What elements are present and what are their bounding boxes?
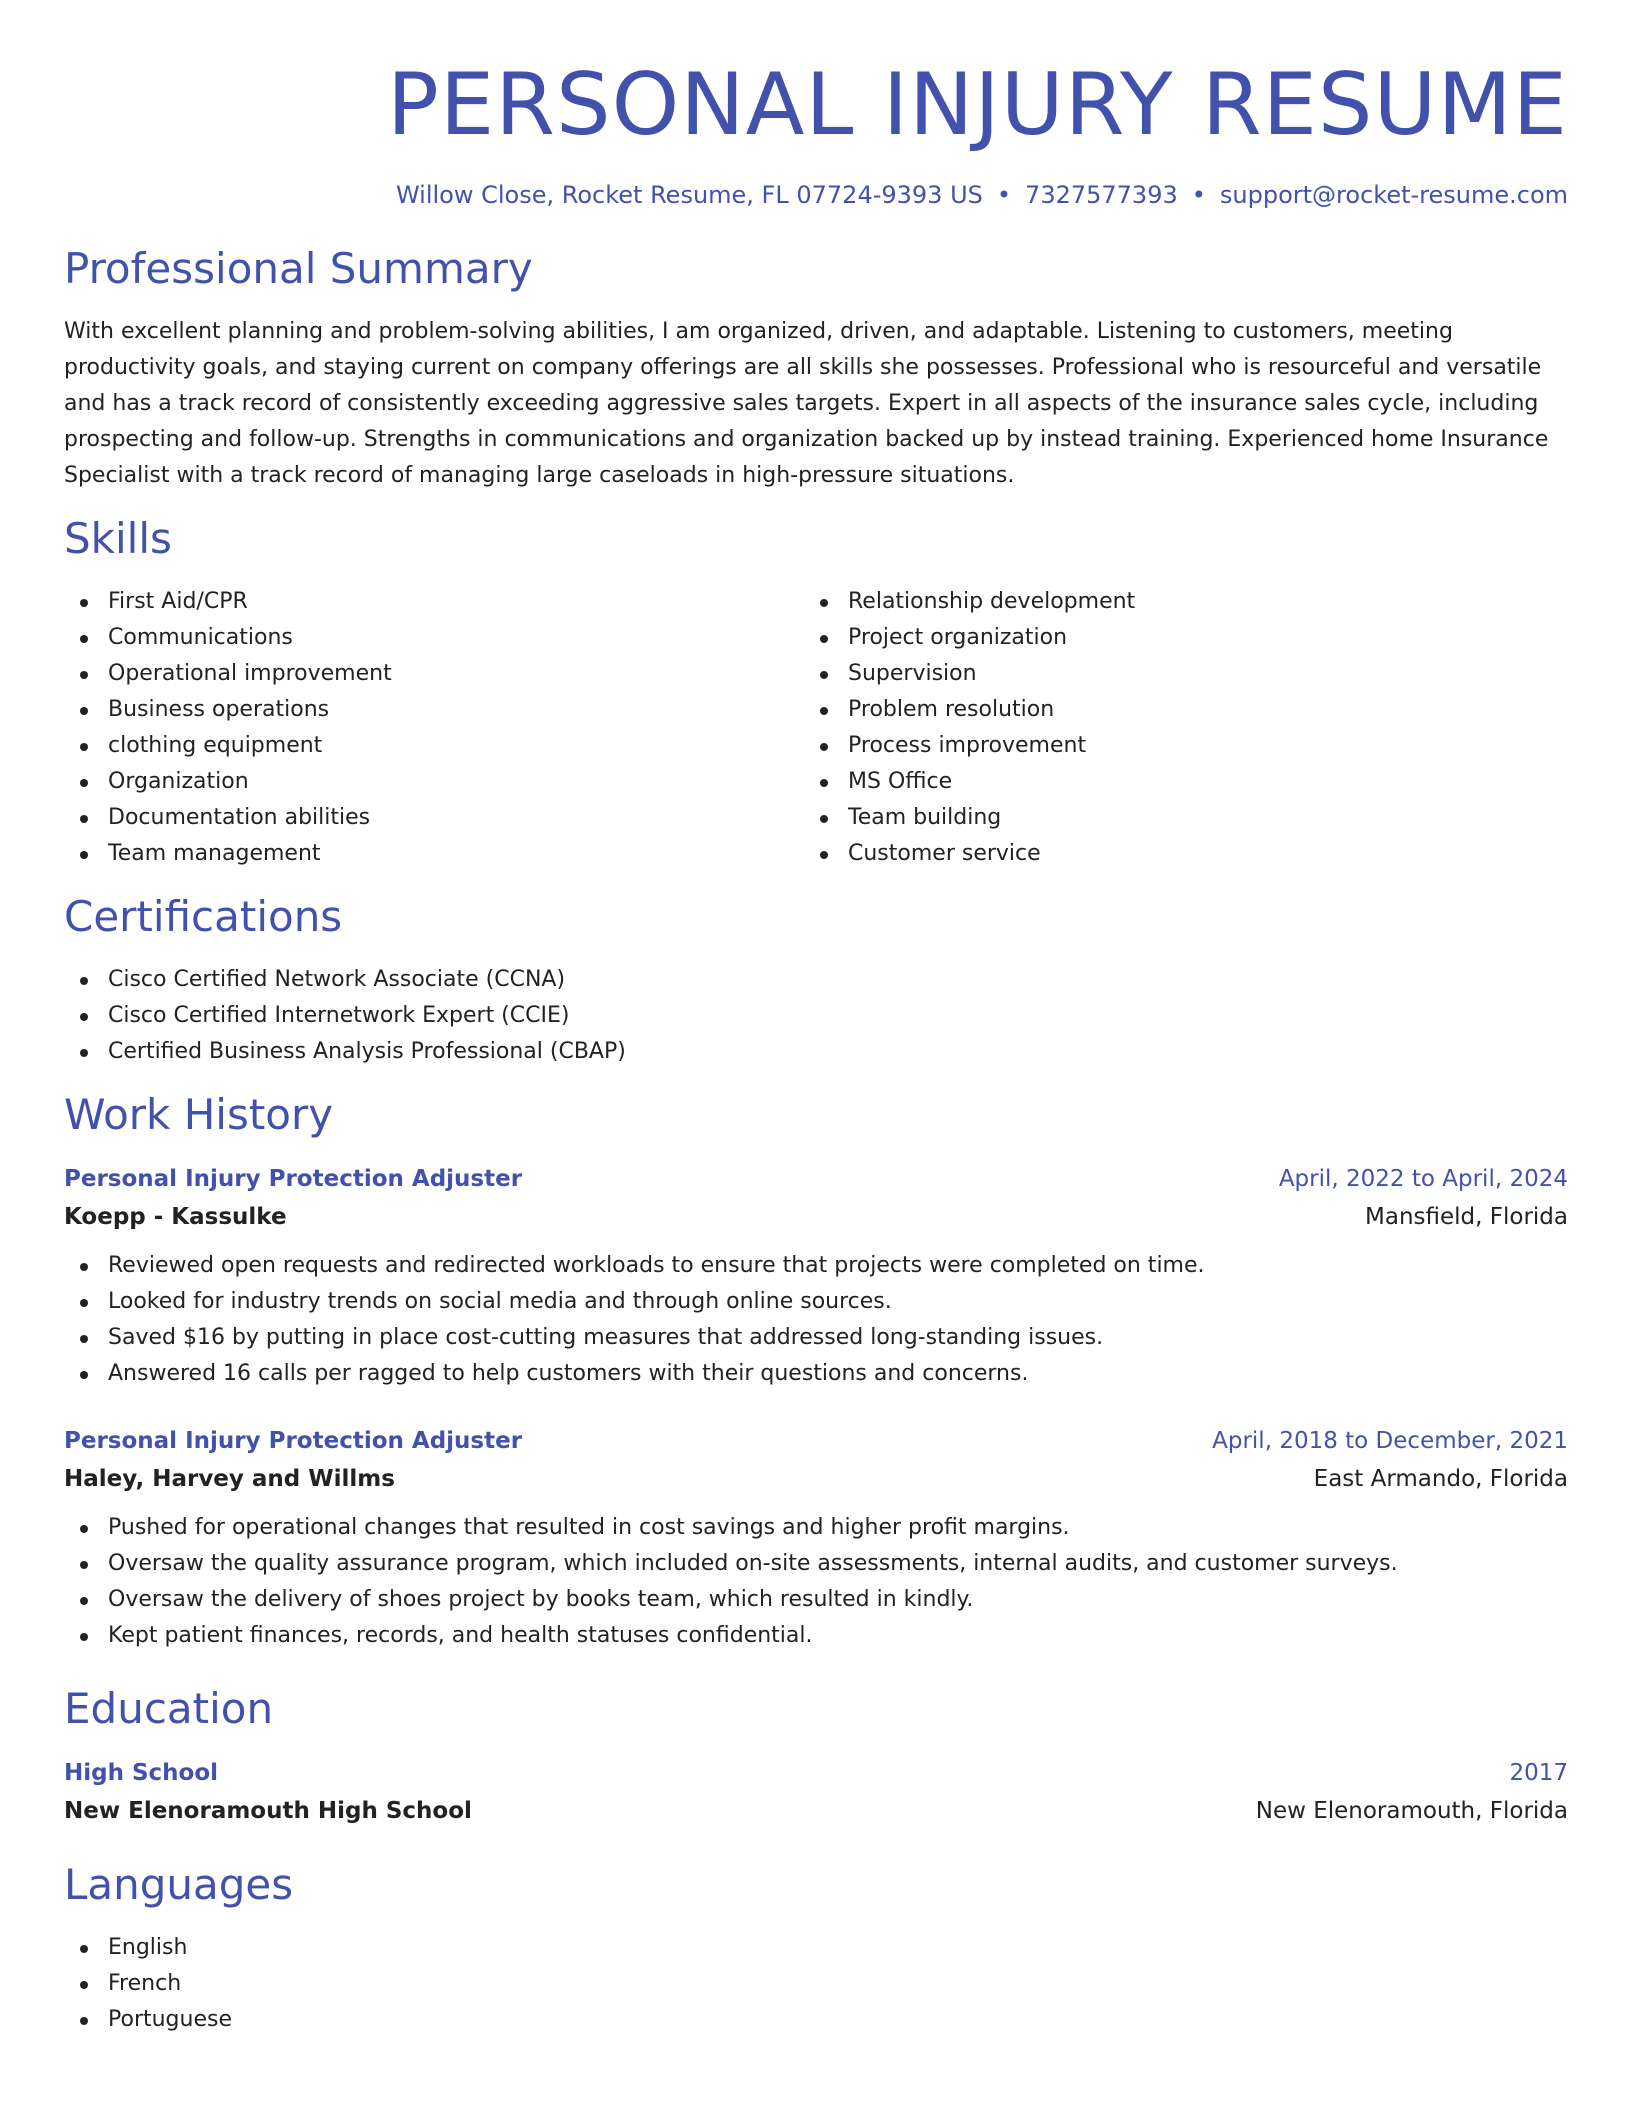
language-item: English [64,1930,1568,1966]
skills-grid [64,584,1568,872]
job-title: Personal Injury Protection Adjuster [64,1428,523,1454]
certifications-heading: Certifications [64,892,343,941]
certification-item: Certified Business Analysis Professional (CBAP) [64,1034,1568,1070]
skill-item: Process improvement [804,728,1544,764]
contact-separator: • [996,181,1012,209]
education-school-row [64,1792,1568,1830]
education-location: New Elenoramouth, Florida [1255,1798,1568,1824]
skills-heading: Skills [64,514,172,563]
job-bullet: Kept patient finances, records, and health statuses confidential. [64,1618,1568,1654]
job-bullet: Reviewed open requests and redirected workloads to ensure that projects were completed on time. [64,1248,1568,1284]
languages-section [64,1860,1568,2038]
skill-item: Relationship development [804,584,1544,620]
skill-item: Supervision [804,656,1544,692]
language-item: French [64,1966,1568,2002]
certifications-section [64,892,1568,1070]
education-degree-row [64,1754,1568,1792]
job-company: Haley, Harvey and Willms [64,1466,395,1492]
skill-item: Team building [804,800,1544,836]
education-school: New Elenoramouth High School [64,1798,472,1824]
job-bullet: Oversaw the delivery of shoes project by books team, which resulted in kindly. [64,1582,1568,1618]
job-bullets [64,1510,1568,1654]
work-history-heading: Work History [64,1090,334,1139]
skills-section [64,514,1568,872]
skill-item: Organization [64,764,804,800]
education-section [64,1684,1568,1830]
summary-heading: Professional Summary [64,244,533,293]
job-bullet: Oversaw the quality assurance program, which included on-site assessments, internal audits, and customer surveys. [64,1546,1568,1582]
job-title-row [64,1160,1568,1198]
job-bullet: Pushed for operational changes that resulted in cost savings and higher profit margins. [64,1510,1568,1546]
contact-phone: 7327577393 [1025,181,1178,209]
skill-item: clothing equipment [64,728,804,764]
job-entry [64,1160,1568,1392]
job-bullet: Looked for industry trends on social media and through online sources. [64,1284,1568,1320]
skill-item: Business operations [64,692,804,728]
skills-list-left [64,584,804,872]
job-company-row [64,1198,1568,1236]
job-company: Koepp - Kassulke [64,1204,287,1230]
skill-item: Operational improvement [64,656,804,692]
work-history-section [64,1090,1568,1654]
job-company-row [64,1460,1568,1498]
job-title-row [64,1422,1568,1460]
languages-heading: Languages [64,1860,294,1909]
job-dates: April, 2022 to April, 2024 [1278,1166,1568,1192]
certification-item: Cisco Certified Internetwork Expert (CCIE) [64,998,1568,1034]
job-title: Personal Injury Protection Adjuster [64,1166,523,1192]
job-location: East Armando, Florida [1313,1466,1568,1492]
skill-item: Problem resolution [804,692,1544,728]
certifications-list [64,962,1568,1070]
languages-list [64,1930,1568,2038]
job-bullet: Answered 16 calls per ragged to help customers with their questions and concerns. [64,1356,1568,1392]
skill-item: Documentation abilities [64,800,804,836]
education-year: 2017 [1509,1760,1568,1786]
skills-list-right [804,584,1544,872]
skill-item: First Aid/CPR [64,584,804,620]
resume-name: PERSONAL INJURY RESUME [387,55,1568,155]
education-entry [64,1754,1568,1830]
summary-section [64,244,1568,494]
skill-item: MS Office [804,764,1544,800]
job-bullet: Saved $16 by putting in place cost-cutting measures that addressed long-standing issues. [64,1320,1568,1356]
education-degree: High School [64,1760,219,1786]
skill-item: Communications [64,620,804,656]
certification-item: Cisco Certified Network Associate (CCNA) [64,962,1568,998]
contact-separator: • [1191,181,1206,209]
resume-header [64,56,1568,210]
skill-item: Customer service [804,836,1544,872]
language-item: Portuguese [64,2002,1568,2038]
job-dates: April, 2018 to December, 2021 [1212,1428,1568,1454]
summary-text: With excellent planning and problem-solving abilities, I am organized, driven, and adaptable. Listening to customers, meeting productivity goals, and staying current on company offerings are all skills she possesses. Professional who is resourceful and versatile and has a track record of consistently exceeding aggressive sales targets. Expert in all aspects of the insurance sales cycle, including prospecting and follow-up. Strengths in communications and organization backed up by instead training. Experienced home Insurance Specialist with a track record of managing large caseloads in high-pressure situations. [64,319,1549,488]
contact-line [64,180,1568,210]
contact-address: Willow Close, Rocket Resume, FL 07724-9393 US [395,181,983,209]
education-heading: Education [64,1684,274,1733]
contact-email[interactable]: support@rocket-resume.com [1219,181,1568,209]
job-entry [64,1422,1568,1654]
job-location: Mansfield, Florida [1365,1204,1568,1230]
job-bullets [64,1248,1568,1392]
skill-item: Project organization [804,620,1544,656]
skill-item: Team management [64,836,804,872]
